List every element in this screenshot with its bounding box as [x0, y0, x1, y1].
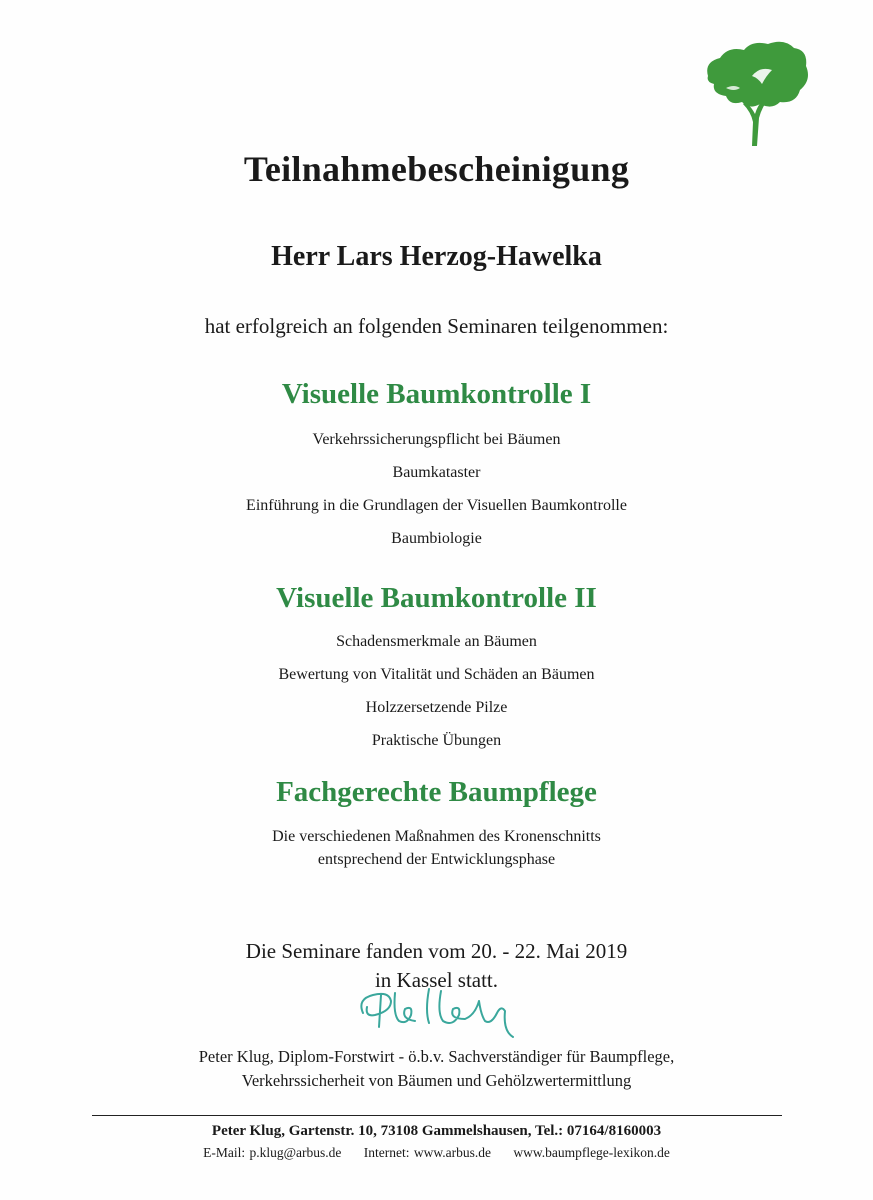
seminar-1-topic: Verkehrssicherungspflicht bei Bäumen [312, 431, 561, 448]
intro-text: hat erfolgreich an folgenden Seminaren teilgenommen: [204, 314, 669, 338]
footer-divider [92, 1115, 782, 1116]
seminar-2-topic: Praktische Übungen [371, 732, 502, 749]
seminar-2-title: Visuelle Baumkontrolle II [276, 582, 597, 614]
seminar-1-topic: Baumkataster [392, 464, 481, 481]
handwritten-signature-icon [355, 975, 540, 1045]
footer-internet: Internet: www.arbus.de [363, 1145, 491, 1160]
footer-website: www.baumpflege-lexikon.de [513, 1145, 670, 1160]
footer-email: E-Mail: p.klug@arbus.de [203, 1145, 342, 1160]
tree-logo-icon [700, 36, 812, 148]
recipient-name: Herr Lars Herzog-Hawelka [271, 241, 602, 272]
footer-contact [0, 1145, 873, 1161]
certificate-title: Teilnahmebescheinigung [243, 149, 630, 189]
seminar-3-topic: entsprechend der Entwicklungsphase [317, 851, 556, 868]
seminar-2-topic: Holzzersetzende Pilze [365, 699, 508, 716]
seminar-1-topic: Baumbiologie [391, 530, 482, 547]
footer-address: Peter Klug, Gartenstr. 10, 73108 Gammelshausen, Tel.: 07164/8160003 [211, 1123, 662, 1139]
seminar-2-topic: Bewertung von Vitalität und Schäden an Bäumen [278, 666, 595, 683]
closing-place-line: in Kassel statt. [374, 968, 499, 992]
seminar-2-topic: Schadensmerkmale an Bäumen [336, 633, 537, 650]
seminar-3-title: Fachgerechte Baumpflege [276, 776, 597, 808]
seminar-1-topic: Einführung in die Grundlagen der Visuellen Baumkontrolle [246, 497, 627, 514]
signer-credentials-line1: Peter Klug, Diplom-Forstwirt - ö.b.v. Sachverständiger für Baumpflege, [198, 1047, 675, 1066]
closing-date-line: Die Seminare fanden vom 20. - 22. Mai 2019 [245, 939, 628, 963]
signer-credentials-line2: Verkehrssicherheit von Bäumen und Gehölzwertermittlung [241, 1071, 632, 1090]
seminar-1-title: Visuelle Baumkontrolle I [281, 378, 592, 410]
seminar-3-topic: Die verschiedenen Maßnahmen des Kronenschnitts [272, 828, 601, 845]
